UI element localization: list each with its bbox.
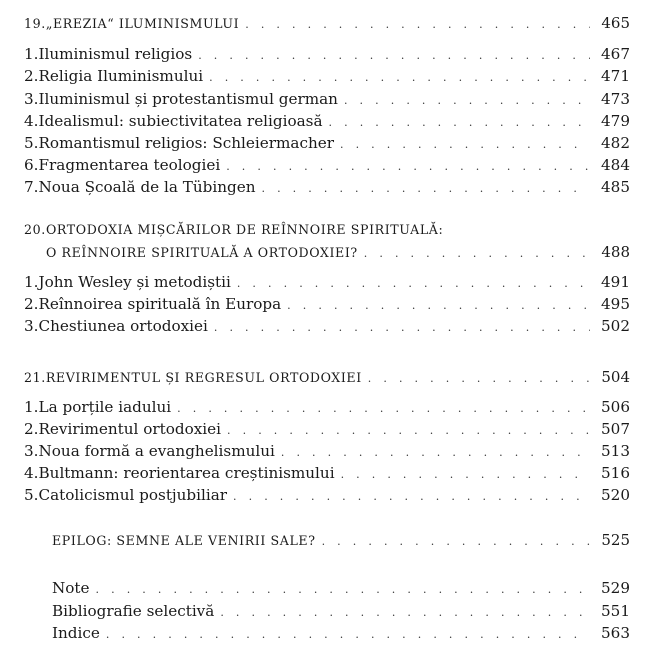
toc-item — [24, 156, 630, 174]
back-matter-item — [52, 624, 630, 642]
item-number: 1. — [24, 273, 39, 291]
item-number: 6. — [24, 156, 39, 174]
item-title: Chestiunea ortodoxiei — [38, 317, 208, 335]
item-title: Iluminismul și protestantismul german — [38, 90, 338, 108]
page-number: 563 — [601, 624, 630, 642]
item-title: Reînnoirea spirituală în Europa — [38, 295, 282, 313]
item-title: La porțile iadului — [38, 398, 172, 416]
toc-item — [24, 178, 630, 196]
toc-item — [24, 112, 630, 130]
page-number: 529 — [601, 579, 630, 597]
chapter-20-heading-line1 — [24, 222, 630, 237]
page-number: 502 — [601, 317, 630, 335]
page-number: 467 — [601, 45, 630, 63]
item-title: Catolicismul postjubiliar — [38, 486, 228, 504]
dot-leader — [281, 446, 590, 459]
dot-leader — [368, 372, 590, 385]
toc-item — [24, 442, 630, 460]
item-title: Idealismul: subiectivitatea religioasă — [38, 112, 323, 130]
dot-leader — [177, 402, 590, 415]
chapter-21-heading — [24, 368, 630, 386]
item-title: Iluminismul religios — [38, 45, 193, 63]
toc-item — [24, 486, 630, 504]
item-number: 1. — [24, 398, 39, 416]
toc-item — [24, 398, 630, 416]
toc-item — [24, 67, 630, 85]
item-number: 2. — [24, 295, 39, 313]
page-number: 465 — [601, 14, 630, 32]
item-number: 1. — [24, 45, 39, 63]
back-matter-item — [52, 579, 630, 597]
dot-leader — [233, 490, 590, 503]
item-title: Noua formă a evanghelismului — [38, 442, 275, 460]
dot-leader — [245, 18, 590, 31]
toc-item — [24, 273, 630, 291]
item-number: 2. — [24, 67, 39, 85]
item-title: Indice — [52, 624, 100, 642]
chapter-number: 21. — [24, 370, 46, 385]
dot-leader — [340, 138, 590, 151]
dot-leader — [237, 277, 590, 290]
toc-item — [24, 90, 630, 108]
dot-leader — [322, 535, 590, 548]
chapter-title: „EREZIA“ ILUMINISMULUI — [45, 16, 240, 31]
page-number: 504 — [601, 368, 630, 386]
toc-item — [24, 317, 630, 335]
page-number: 488 — [601, 243, 630, 261]
page-number: 516 — [601, 464, 630, 482]
dot-leader — [329, 116, 590, 129]
chapter-19-heading — [24, 14, 630, 32]
item-number: 4. — [24, 464, 39, 482]
page-number: 471 — [601, 67, 630, 85]
toc-item — [24, 45, 630, 63]
chapter-title: ORTODOXIA MIȘCĂRILOR DE REÎNNOIRE SPIRITUALĂ: — [46, 222, 444, 237]
item-title: Bibliografie selectivă — [52, 602, 215, 620]
dot-leader — [262, 182, 591, 195]
chapter-title-continued: O REÎNNOIRE SPIRITUALĂ A ORTODOXIEI? — [46, 245, 358, 260]
dot-leader — [344, 94, 590, 107]
item-title: John Wesley și metodiștii — [38, 273, 231, 291]
chapter-number: 20. — [24, 222, 46, 237]
page-number: 551 — [601, 602, 630, 620]
item-title: Revirimentul ortodoxiei — [38, 420, 222, 438]
page-number: 513 — [601, 442, 630, 460]
item-title: Fragmentarea teologiei — [38, 156, 221, 174]
page-number: 479 — [601, 112, 630, 130]
item-number: 3. — [24, 442, 39, 460]
page-number: 485 — [601, 178, 630, 196]
toc-item — [24, 295, 630, 313]
item-title: Bultmann: reorientarea creștinismului — [38, 464, 335, 482]
dot-leader — [287, 299, 590, 312]
chapter-number: 19. — [24, 16, 46, 31]
page-number: 495 — [601, 295, 630, 313]
page-number: 507 — [601, 420, 630, 438]
dot-leader — [214, 321, 590, 334]
item-number: 2. — [24, 420, 39, 438]
dot-leader — [220, 606, 590, 619]
page-number: 506 — [601, 398, 630, 416]
page-number: 491 — [601, 273, 630, 291]
chapter-20-heading-line2 — [46, 243, 630, 261]
item-number: 5. — [24, 486, 39, 504]
dot-leader — [226, 160, 590, 173]
item-number: 4. — [24, 112, 39, 130]
item-title: Note — [52, 579, 90, 597]
item-number: 3. — [24, 90, 39, 108]
epilog-heading — [52, 531, 630, 549]
item-number: 5. — [24, 134, 39, 152]
dot-leader — [341, 468, 590, 481]
epilog-title: EPILOG: SEMNE ALE VENIRII SALE? — [52, 533, 316, 548]
page-number: 525 — [601, 531, 630, 549]
toc-item — [24, 464, 630, 482]
chapter-title: REVIRIMENTUL ȘI REGRESUL ORTODOXIEI — [45, 370, 362, 385]
page-number: 484 — [601, 156, 630, 174]
dot-leader — [198, 49, 590, 62]
dot-leader — [96, 583, 590, 596]
item-number: 3. — [24, 317, 39, 335]
item-title: Noua Școală de la Tübingen — [38, 178, 256, 196]
page-number: 520 — [601, 486, 630, 504]
dot-leader — [227, 424, 590, 437]
item-title: Religia Iluminismului — [38, 67, 204, 85]
back-matter-item — [52, 602, 630, 620]
item-number: 7. — [24, 178, 39, 196]
dot-leader — [106, 628, 590, 641]
toc-item — [24, 134, 630, 152]
item-title: Romantismul religios: Schleiermacher — [38, 134, 334, 152]
dot-leader — [364, 247, 590, 260]
page-number: 473 — [601, 90, 630, 108]
dot-leader — [209, 71, 590, 84]
toc-item — [24, 420, 630, 438]
page-number: 482 — [601, 134, 630, 152]
